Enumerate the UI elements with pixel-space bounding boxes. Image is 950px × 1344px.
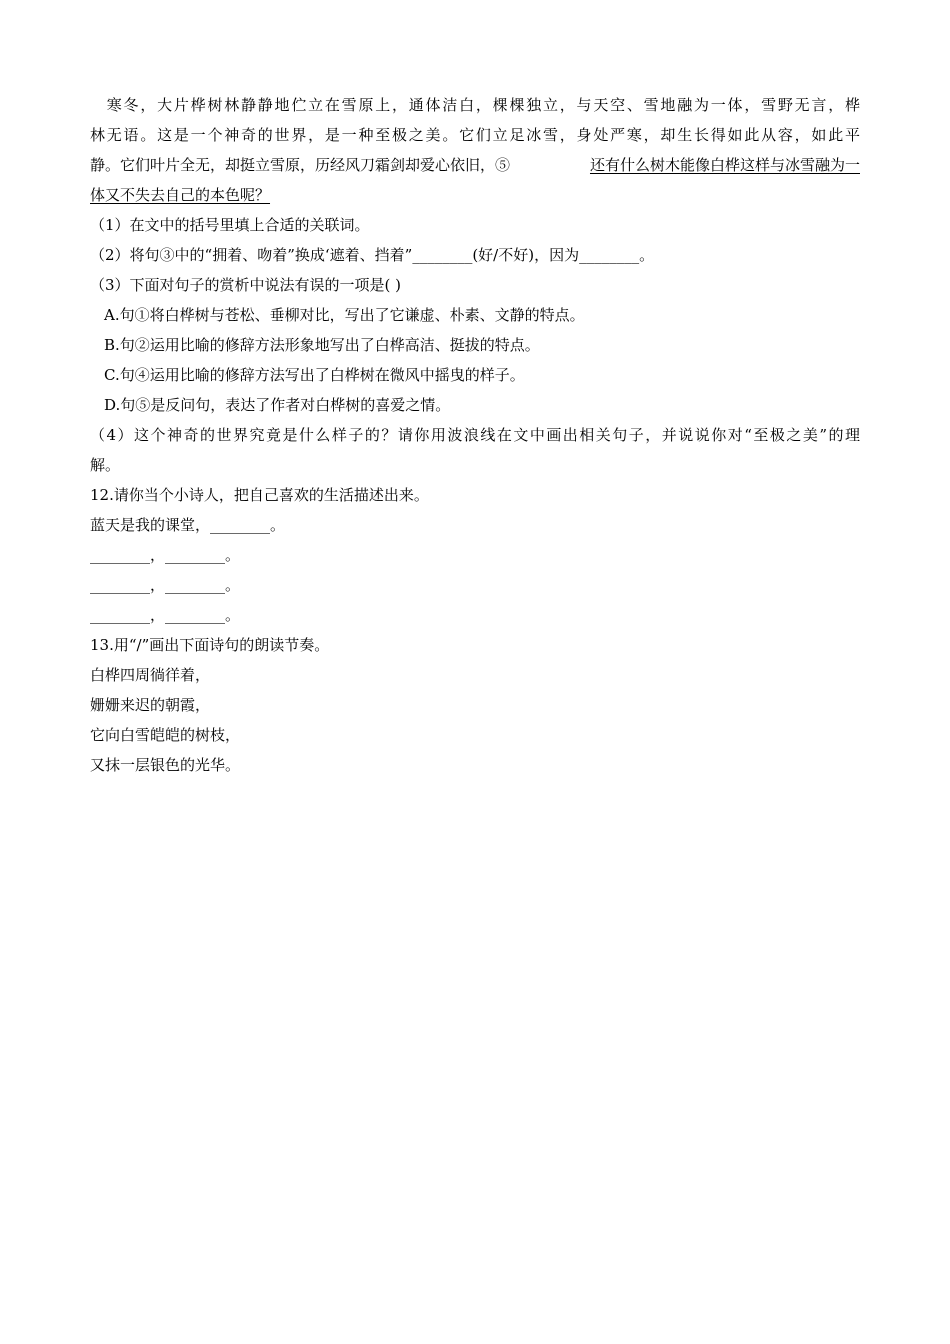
passage-line-3 <box>90 155 860 185</box>
question-12-title: 12.请你当个小诗人，把自己喜欢的生活描述出来。 <box>90 486 429 504</box>
poem-writing-line-1: 蓝天是我的课堂，________。 <box>90 516 286 534</box>
question-4-line-1 <box>90 425 860 445</box>
question-3-option-d: D.句⑤是反问句，表达了作者对白桦树的喜爱之情。 <box>104 396 451 414</box>
question-13-title: 13.用“/”画出下面诗句的朗读节奏。 <box>90 636 330 654</box>
passage-line-3-plain: 静。它们叶片全无，却挺立雪原，历经风刀霜剑却爱心依旧，⑤ <box>90 156 511 174</box>
passage-line-1: 寒冬，大片桦树林静静地伫立在雪原上，通体洁白，棵棵独立，与天空、雪地融为一体，雪野无言，桦 <box>90 96 860 114</box>
question-1: （1）在文中的括号里填上合适的关联词。 <box>90 216 370 234</box>
question-4-line-2: 解。 <box>90 456 121 474</box>
poem-writing-line-3: ________，________。 <box>90 576 241 594</box>
poem-writing-line-4: ________，________。 <box>90 606 241 624</box>
question-3-option-b: B.句②运用比喻的修辞方法形象地写出了白桦高洁、挺拔的特点。 <box>104 336 540 354</box>
poem-line-1: 白桦四周徜徉着， <box>90 666 211 684</box>
reading-passage <box>90 95 860 215</box>
poem-line-2: 姗姗来迟的朝霞， <box>90 696 211 714</box>
question-3-option-c: C.句④运用比喻的修辞方法写出了白桦树在微风中摇曳的样子。 <box>104 366 525 384</box>
poem-line-3: 它向白雪皑皑的树枝， <box>90 726 241 744</box>
passage-line-4 <box>90 185 860 215</box>
question-4-text: （4）这个神奇的世界究竟是什么样子的？请你用波浪线在文中画出相关句子，并说说你对“至极之美”的理 <box>90 426 860 444</box>
passage-underlined-sentence-part2: 体又不失去自己的本色呢？ <box>90 186 271 204</box>
poem-writing-line-2: ________，________。 <box>90 546 241 564</box>
question-2: （2）将句③中的“拥着、吻着”换成‘遮着、挡着”________(好/不好)，因为________。 <box>90 246 655 264</box>
question-3: （3）下面对句子的赏析中说法有误的一项是( ) <box>90 276 402 294</box>
poem-line-4: 又抹一层银色的光华。 <box>90 756 241 774</box>
passage-underlined-sentence-part1: 还有什么树木能像白桦这样与冰雪融为一 <box>589 156 860 174</box>
passage-line-2: 林无语。这是一个神奇的世界，是一种至极之美。它们立足冰雪，身处严寒，却生长得如此从容，如此平 <box>90 126 860 144</box>
question-3-option-a: A.句①将白桦树与苍松、垂柳对比，写出了它谦虚、朴素、文静的特点。 <box>104 306 585 324</box>
